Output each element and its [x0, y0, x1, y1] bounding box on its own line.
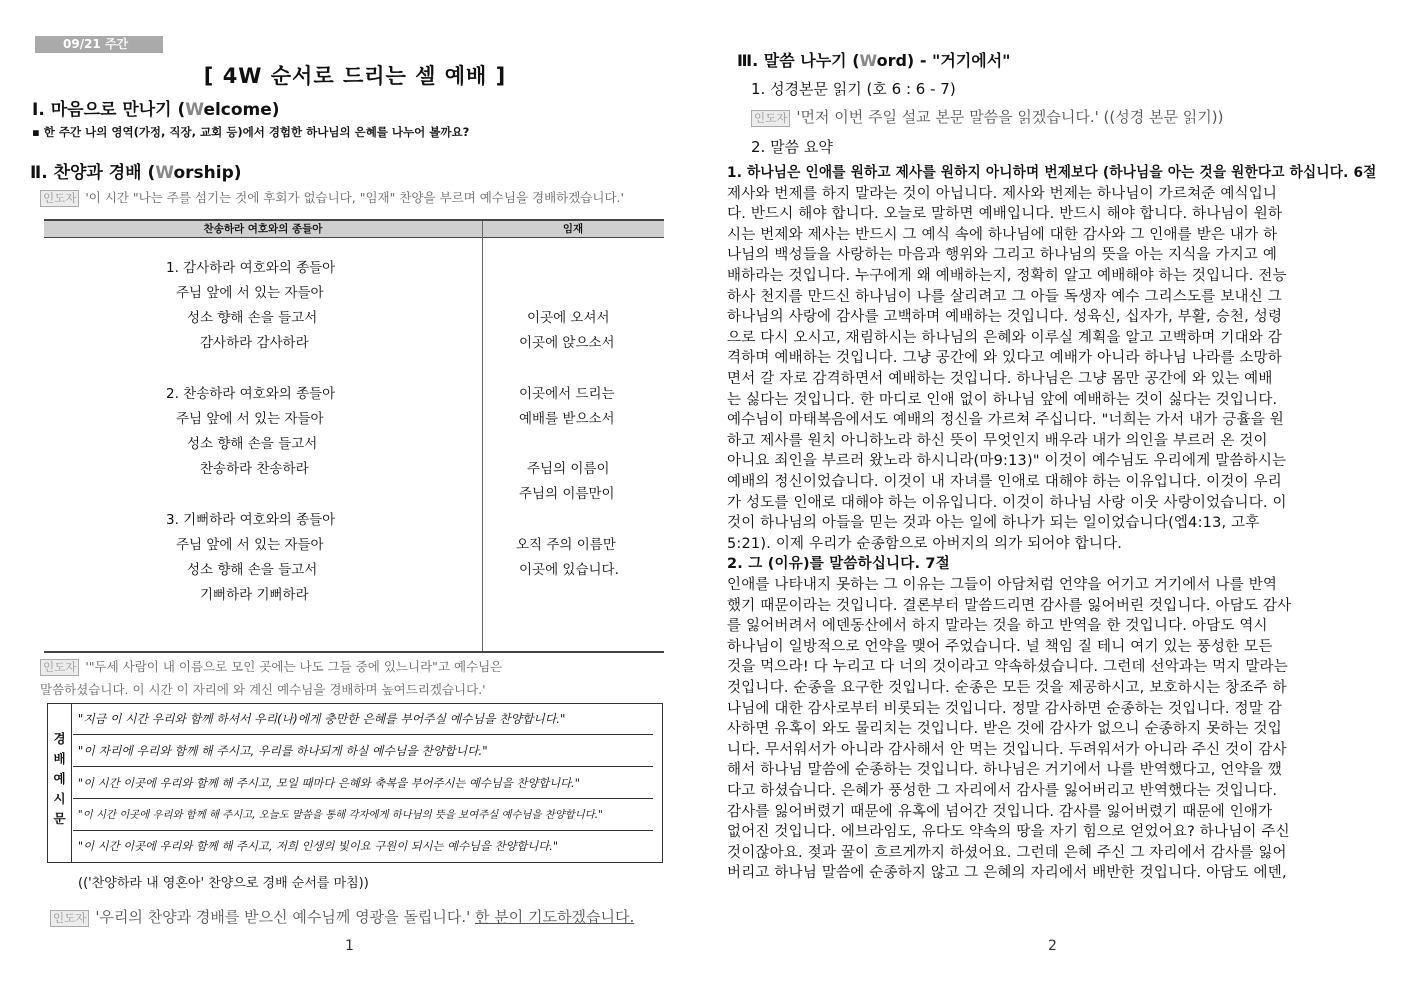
- summary-text-line: 감사를 잃어버렸기 때문에 유혹에 넘어간 것입니다. 감사를 잃어버렸기 때문에 인애가: [727, 803, 1273, 820]
- summary-point-heading: 2. 그 (이유)를 말씀하십니다. 7절: [727, 556, 950, 573]
- lyric-line: 오직 주의 이름만: [516, 537, 616, 553]
- song-title-right: 임재: [562, 223, 584, 235]
- leader-line-2: 인도자 '"두세 사람이 내 이름으로 모인 곳에는 나도 그들 중에 있느니라"고 예수님은: [40, 657, 502, 676]
- song-table-header: [44, 221, 664, 238]
- prayer-row: "이 시간 이곳에 우리와 함께 해 주시고, 모일 때마다 은혜와 축복을 부어주시는 예수님을 찬양합니다.": [73, 768, 653, 799]
- page-number-left: 1: [345, 938, 354, 954]
- lyric-line: 이곳에 앉으소서: [519, 335, 615, 351]
- summary-text-line: 것입니다. 순종을 요구한 것입니다. 순종은 모든 것을 제공하시고, 보호하시는 창조주 하: [727, 680, 1287, 696]
- prayer-invitation: 한 분이 기도하겠습니다.: [475, 908, 635, 926]
- summary-text-line: 니다. 무서워서가 아니라 감사해서 안 먹는 것입니다. 두려워서가 아니라 주신 것이 감사: [727, 741, 1287, 758]
- lyric-line: 주님의 이름만이: [519, 486, 615, 502]
- prayer-row: "이 시간 이곳에 우리와 함께 해 주시고, 저희 인생의 빛이요 구원이 되시는 예수님을 찬양합니다.": [77, 839, 559, 853]
- lyric-line: 예배를 받으소서: [519, 411, 615, 427]
- summary-text-line: 제사와 번제를 하지 말라는 것이 아닙니다. 제사와 번제는 하나님이 가르쳐준 예식입니: [727, 185, 1278, 202]
- prayer-row: "이 시간 이곳에 우리와 함께 해 주시고, 오늘도 말씀을 통해 각자에게 하나님의 뜻을 보여주실 예수님을 찬양합니다.": [73, 800, 653, 831]
- lyric-line: 주님 앞에 서 있는 자들아: [176, 285, 324, 301]
- lyric-line: 기뻐하라 기뻐하라: [200, 587, 309, 603]
- summary-text-line: 사하면 유혹이 와도 물리치는 것입니다. 받은 것에 감사가 없으니 순종하지 못하는 것입: [727, 721, 1282, 738]
- summary-text-line: 예배의 정신이었습니다. 이것이 내 자녀를 인애로 대해야 하는 이유입니다. 이것이 우리: [727, 474, 1282, 490]
- leader-tag: 인도자: [40, 190, 79, 207]
- lyric-line: 주님의 이름이: [527, 461, 610, 477]
- summary-point-heading: 1. 하나님은 인애를 원하고 제사를 원하지 아니하며 번제보다 (하나님을 아는 것을 원한다고 하십니다. 6절: [727, 165, 1377, 181]
- lyric-line: 주님 앞에 서 있는 자들아: [176, 411, 324, 427]
- lyric-line: 이곳에 있습니다.: [519, 562, 619, 578]
- week-tag: 09/21 주간: [35, 36, 163, 53]
- lyric-line: 찬송하라 찬송하라: [200, 461, 309, 477]
- summary-text-line: 예수님이 마태복음에서도 예배의 정신을 가르쳐 주십니다. "너희는 가서 내가 긍휼을 원: [727, 412, 1285, 429]
- summary-text-line: 격하며 예배하는 것입니다. 그냥 공간에 와 있다고 예배가 아니라 하나님 나라를 소망하: [727, 350, 1282, 367]
- summary-text-line: 면서 갈 자로 감격하면서 예배하는 것입니다. 하나님은 그냥 몸만 공간에 와 있는 예배: [727, 371, 1273, 387]
- closing-note: (('찬양하라 내 영혼아' 찬양으로 경배 순서를 마침)): [78, 876, 369, 891]
- lyric-line: 감사하라 감사하라: [200, 335, 309, 351]
- lyric-line: 2. 찬송하라 여호와의 종들아: [166, 386, 336, 402]
- prayer-row: "이 자리에 우리와 함께 해 주시고, 우리를 하나되게 하실 예수님을 찬양합니다.": [73, 736, 653, 767]
- summary-text-line: 하나님의 사랑에 감사를 고백하며 예배하는 것입니다. 성육신, 십자가, 부활, 승천, 성령: [727, 309, 1283, 326]
- lyric-line: 주님 앞에 서 있는 자들아: [176, 537, 324, 553]
- summary-text-line: 나님에 대한 감사로부터 비롯되는 것입니다. 정말 감사하면 순종하는 것입니다. 정말 감: [727, 700, 1282, 717]
- bible-reading-heading: 1. 성경본문 읽기 (호 6 : 6 - 7): [751, 80, 956, 98]
- song-table: [44, 219, 664, 653]
- summary-heading: 2. 말씀 요약: [751, 138, 833, 156]
- final-leader-line: 인도자 '우리의 찬양과 경배를 받으신 예수님께 영광을 돌립니다.' 한 분이 기도하겠습니다.: [50, 906, 634, 927]
- summary-text-line: 하사 천지를 만드신 하나님이 나를 살리려고 그 아들 독생자 예수 그리스도를 보내신 그: [727, 288, 1282, 305]
- summary-text-line: 다. 반드시 해야 합니다. 오늘로 말하면 예배입니다. 반드시 해야 합니다. 하나님이 원하: [727, 206, 1283, 223]
- summary-text-line: 가 성도를 인애로 대해야 하는 이유입니다. 이것이 하나님 사랑 이웃 사랑이었습니다. 이: [727, 494, 1287, 511]
- lyric-line: 성소 향해 손을 들고서: [187, 436, 318, 452]
- leader-line-1: 인도자 '이 시간 "나는 주를 섬기는 것에 후회가 없습니다, "임재" 찬양을 부르며 예수님을 경배하겠습니다.': [40, 188, 624, 207]
- lyric-line: 이곳에서 드리는: [519, 386, 615, 402]
- leader-line-2-cont: 말씀하셨습니다. 이 시간 이 자리에 와 계신 예수님을 경배하며 높여드리겠습니다.': [40, 682, 486, 697]
- song-table-divider: [482, 221, 483, 651]
- page-title: [ 4W 순서로 드리는 셀 예배 ]: [203, 64, 507, 88]
- summary-text-line: 없어진 것입니다. 에브라임도, 유다도 약속의 땅을 자기 힘으로 얻었어요? 하나님이 주신: [727, 824, 1290, 841]
- leader-tag: 인도자: [40, 659, 79, 676]
- leader-tag: 인도자: [50, 910, 89, 927]
- section-1-heading: Ⅰ. 마음으로 만나기 (Welcome): [32, 100, 280, 120]
- lyric-line: 성소 향해 손을 들고서: [187, 310, 318, 326]
- leader-tag: 인도자: [751, 110, 790, 127]
- reading-leader-line: 인도자 '먼저 이번 주일 설교 본문 말씀을 읽겠습니다.' ((성경 본문 읽기)): [751, 106, 1223, 127]
- lyric-line: 1. 감사하라 여호와의 종들아: [166, 260, 336, 276]
- summary-text-line: 배하라는 것입니다. 누구에게 왜 예배하는지, 정확히 알고 예배해야 하는 것입니다. 전능: [727, 268, 1287, 284]
- summary-text-line: 하고 제사를 원치 아니하노라 하신 뜻이 무엇인지 배우라 내가 의인을 부르러 온 것이: [727, 432, 1268, 449]
- summary-text-line: 으로 다시 오시고, 재림하시는 하나님의 은혜와 이루실 계획을 알고 고백하며 기대와 감: [727, 329, 1282, 346]
- worship-prayer-label: 경 배 예 시 문: [48, 704, 72, 862]
- summary-text-line: 아니요 죄인을 부르러 왔노라 하시니라(마9:13)" 이것이 예수님도 우리에게 말씀하시는: [727, 453, 1287, 470]
- lyric-line: 3. 기뻐하라 여호와의 종들아: [166, 512, 336, 528]
- summary-text-line: 다고 하셨습니다. 은혜가 풍성한 그 자리에서 감사를 잃어버리고 반역했다는 것입니다.: [727, 783, 1278, 799]
- summary-text-line: 나님의 백성들을 사랑하는 마음과 행위와 그리고 하나님의 뜻을 아는 지식을 가지고 예: [727, 247, 1278, 264]
- page-number-right: 2: [1048, 938, 1057, 954]
- summary-text-line: 했기 때문이라는 것입니다. 결론부터 말씀드리면 감사를 잃어버린 것입니다. 아담도 감사: [727, 597, 1292, 614]
- prayer-row: "지금 이 시간 우리와 함께 하셔서 우리(나)에게 충만한 은혜를 부어주실 예수님을 찬양합니다.": [73, 704, 653, 735]
- summary-text-line: 인애를 나타내지 못하는 그 이유는 그들이 아담처럼 언약을 어기고 거기에서 나를 반역: [727, 577, 1278, 593]
- summary-text-line: 는 싫다는 것입니다. 한 마디로 인애 없이 하나님 앞에 예배하는 것이 싫다는 것입니다.: [727, 391, 1278, 408]
- summary-text-line: 것을 먹으라! 다 누리고 다 너의 것이라고 약속하셨습니다. 그런데 선악과는 먹지 말라는: [727, 659, 1288, 676]
- summary-text-line: 것이잖아요. 젖과 꿀이 흐르게까지 하셨어요. 그런데 은혜 주신 그 자리에서 감사를 잃어: [727, 844, 1287, 861]
- summary-text-line: 버리고 하나님 말씀에 순종하지 않고 그 은혜의 자리에서 배반한 것입니다. 아담도 에덴,: [727, 865, 1287, 882]
- summary-text-line: 를 잃어버려서 에덴동산에서 하지 말라는 것을 하고 반역을 한 것입니다. 아담도 역시: [727, 618, 1268, 635]
- summary-text-line: 것이 하나님의 아들을 믿는 것과 아는 일에 하나가 되는 일이었습니다(엡4:13, 고후: [727, 515, 1260, 532]
- summary-text-line: 5:21). 이제 우리가 순종함으로 아버지의 의가 되어야 합니다.: [727, 535, 1123, 552]
- section-1-question: ▪ 한 주간 나의 영역(가정, 직장, 교회 등)에서 경험한 하나님의 은혜를 나누어 볼까요?: [32, 125, 470, 139]
- section-2-heading: Ⅱ. 찬양과 경배 (Worship): [30, 163, 242, 183]
- lyric-line: 이곳에 오셔서: [527, 310, 610, 326]
- summary-text-line: 하나님이 일방적으로 언약을 맺어 주었습니다. 널 책임 질 테니 여기 있는 풍성한 모든: [727, 638, 1273, 655]
- summary-text-line: 해서 하나님 말씀에 순종하는 것입니다. 하나님은 거기에서 나를 반역했다고, 언약을 깼: [727, 762, 1282, 779]
- worship-prayer-box: [47, 703, 663, 863]
- summary-text-line: 시는 번제와 제사는 반드시 그 예식 속에 하나님에 대한 감사와 그 인애를 받은 내가 하: [727, 226, 1278, 243]
- song-title-left: 찬송하라 여호와의 종들아: [203, 223, 323, 235]
- section-3-heading: Ⅲ. 말씀 나누기 (Word) - "거기에서": [737, 51, 1011, 70]
- lyric-line: 성소 향해 손을 들고서: [187, 562, 318, 578]
